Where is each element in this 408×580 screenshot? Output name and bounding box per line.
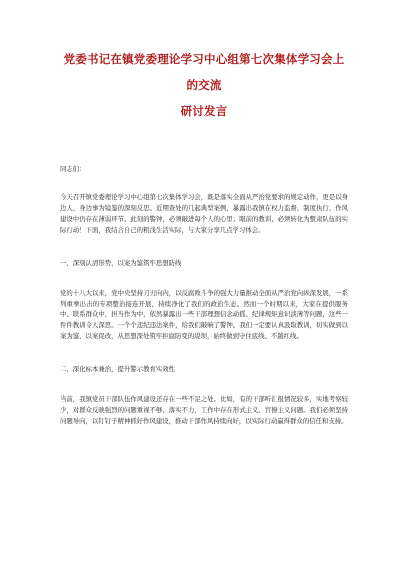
section-1-paragraph: 党的十八大以来，党中央坚持刀刃向内，以反腐败斗争的强大力量推动全面从严治党向纵深发展，一系列重拳出击的专项整治接连开展，持续净化了我们的政治生态。然而一个时期以来，大家在提供服务中、联系群众中，担当作为中，依然暴露出一些干部理想信念动摇、纪律规矩意识淡薄等问题，这些一件件教训令人深思。一个个违纪违法案件，给我们敲响了警钟。我们一定要认真汲取教训，切实做到以案为鉴、以案促改，从思想深处筑牢拒腐防变的堤坝，始终做到守住底线、不越红线。 [60,288,348,341]
document-title [60,46,348,124]
section-heading-1: 一、深刻认清形势，以案为鉴筑牢思想防线 [60,258,182,267]
section-heading-2: 二、深化标本兼治，提升警示教育实效性 [60,365,176,374]
intro-paragraph: 今天召开镇党委理论学习中心组第七次集体学习会，既是落实全面从严治党要求的规定动作，更是以身边人、身边事为镜鉴的深刻反思。近期查处的几起典型案例，暴露出我镇在权力监督、制度执行、作风建设中仍存在薄弱环节。此刻的警钟，必须敲进每个人的心里；眼前的教训，必须转化为整肃队伍的实际行动！下面，我结合自己的粗浅生活实际，与大家分享几点学习体会。 [60,193,348,234]
title-line-1: 党委书记在镇党委理论学习中心组第七次集体学习会上的交流 [63,52,345,92]
salutation: 同志们： [60,165,86,173]
title-line-2: 研讨发言 [180,104,228,118]
section-2-paragraph: 当前，我镇党员干部队伍作风建设还存在一些不足之处。比如，有的干部听汇报情况较多，实地考察较少，对群众反映强烈的问题重视不够、落实不力，工作中存在形式主义、官僚主义问题。我们必须坚持问题导向，以钉钉子精神抓好作风建设，推动干部作风持续向好，以实际行动赢得群众的信任和支持。 [60,395,348,425]
